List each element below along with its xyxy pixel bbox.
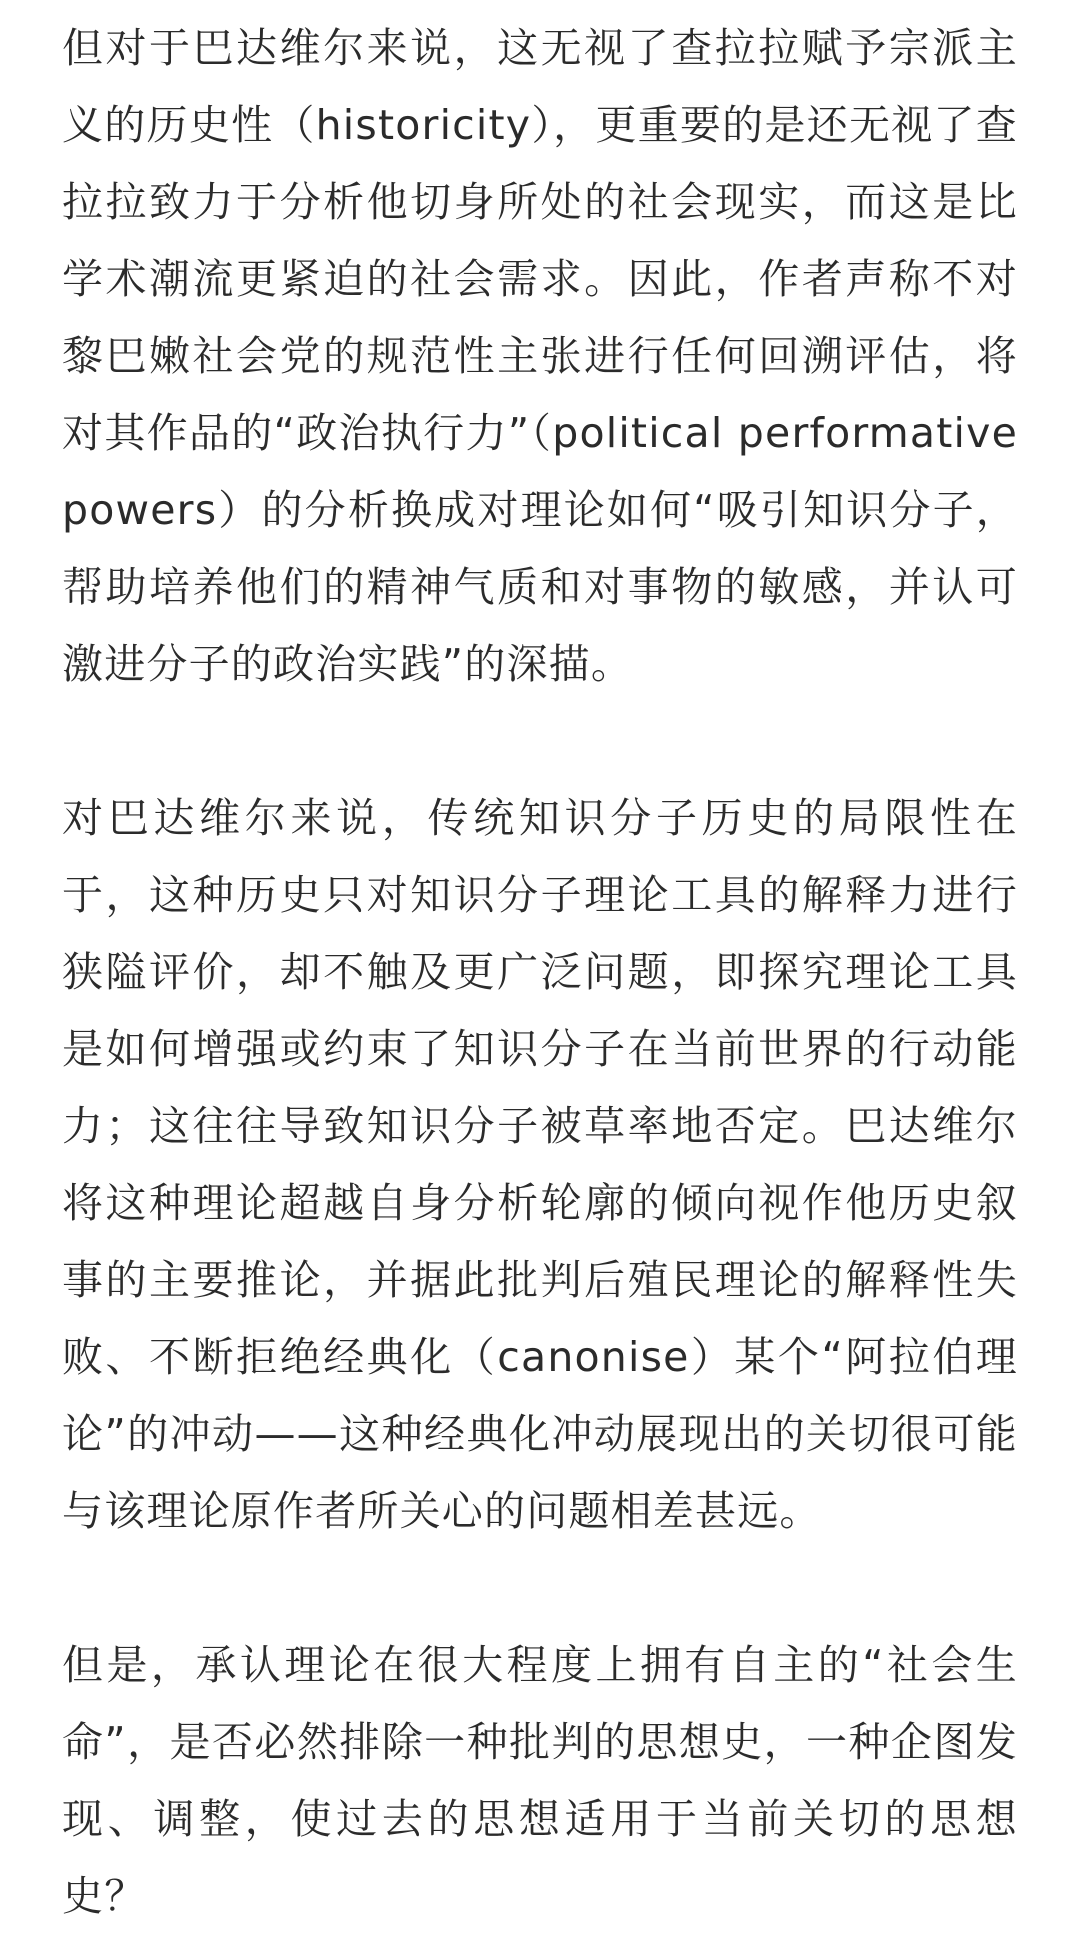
paragraph: 但是，承认理论在很大程度上拥有自主的“社会生命”，是否必然排除一种批判的思想史，一种企图发现、调整，使过去的思想适用于当前关切的思想史？ (62, 1641, 1018, 1920)
paragraph: 对巴达维尔来说，传统知识分子历史的局限性在于，这种历史只对知识分子理论工具的解释力进行狭隘评价，却不触及更广泛问题，即探究理论工具是如何增强或约束了知识分子在当前世界的行动能力；这往往导致知识分子被草率地否定。巴达维尔将这种理论超越自身分析轮廓的倾向视作他历史叙事的主要推论，并据此批判后殖民理论的解释性失败、不断拒绝经典化（canonise）某个“阿拉伯理论”的冲动——这种经典化冲动展现出的关切很可能与该理论原作者所关心的问题相差甚远。 (62, 794, 1018, 1535)
paragraph: 但对于巴达维尔来说，这无视了查拉拉赋予宗派主义的历史性（historicity），更重要的是还无视了查拉拉致力于分析他切身所处的社会现实，而这是比学术潮流更紧迫的社会需求。因此，作者声称不对黎巴嫩社会党的规范性主张进行任何回溯评估，将对其作品的“政治执行力”（political performative powers）的分析换成对理论如何“吸引知识分子，帮助培养他们的精神气质和对事物的敏感，并认可激进分子的政治实践”的深描。 (62, 24, 1018, 688)
